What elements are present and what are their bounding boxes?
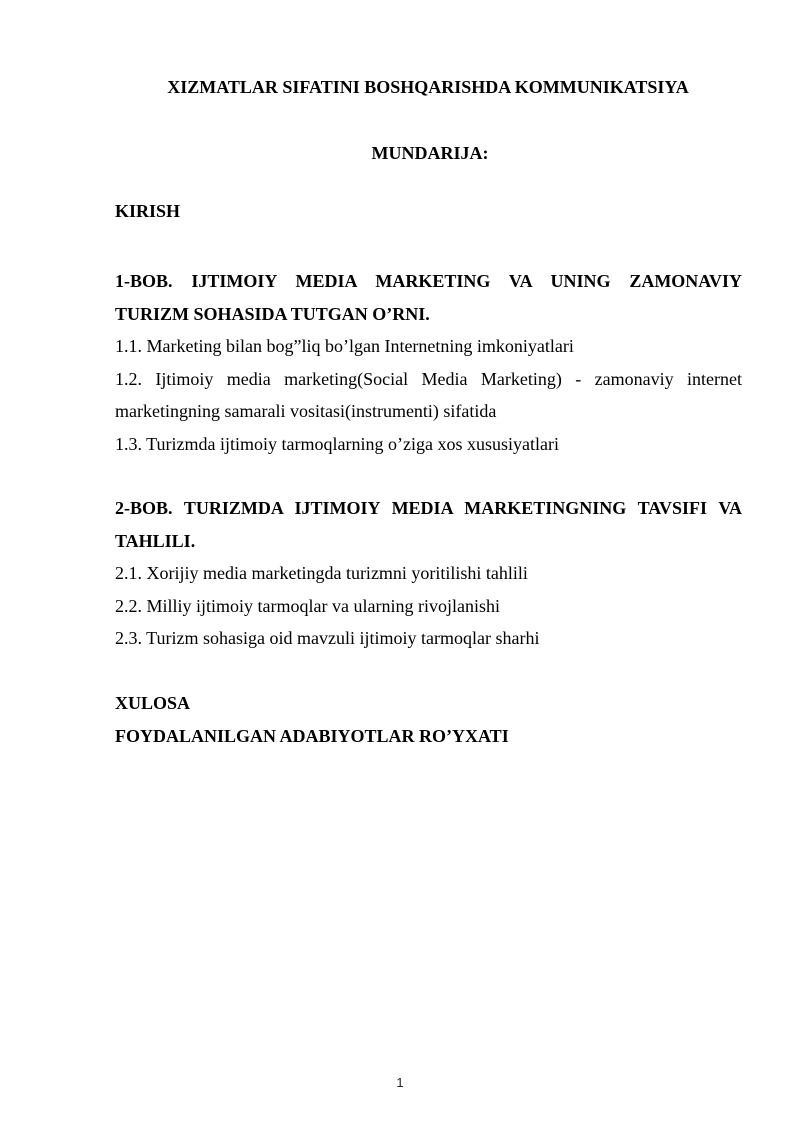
toc-heading: MUNDARIJA: [371,143,489,163]
page-number: 1 [396,1075,404,1090]
toc-references: FOYDALANILGAN ADABIYOTLAR RO’YXATI [115,725,509,746]
toc-item-2-3: 2.3. Turizm sohasiga oid mavzuli ijtimoiy tarmoqlar sharhi [115,628,540,648]
toc-item-1-1: 1.1. Marketing bilan bog”liq bo’lgan Internetning imkoniyatlari [115,336,574,356]
closing-section [115,687,742,752]
toc-intro: KIRISH [115,201,181,221]
chapter-1-heading-line-1: 1-BOB. IJTIMOIY MEDIA MARKETING VA UNING ZAMONAVIY [115,271,742,291]
chapter-1-section [115,265,742,460]
chapter-1-heading-line-2: TURIZM SOHASIDA TUTGAN O’RNI. [115,303,430,324]
chapter-2-heading-line-2: TAHLILI. [115,530,196,551]
document-title: XIZMATLAR SIFATINI BOSHQARISHDA KOMMUNIKATSIYA [167,77,689,97]
chapter-2-heading-line-1: 2-BOB. TURIZMDA IJTIMOIY MEDIA MARKETINGNING TAVSIFI VA [115,498,742,518]
toc-item-1-3: 1.3. Turizmda ijtimoiy tarmoqlarning o’ziga xos xususiyatlari [115,433,559,454]
toc-item-1-2-line-1: 1.2. Ijtimoiy media marketing(Social Media Marketing) - zamonaviy internet [115,368,742,389]
toc-item-2-2: 2.2. Milliy ijtimoiy tarmoqlar va ularning rivojlanishi [115,595,500,616]
toc-conclusion: XULOSA [115,693,191,713]
chapter-2-section [115,492,742,655]
toc-item-2-1: 2.1. Xorijiy media marketingda turizmni yoritilishi tahlili [115,563,528,583]
toc-item-1-2-line-2: marketingning samarali vositasi(instrumenti) sifatida [115,401,497,421]
